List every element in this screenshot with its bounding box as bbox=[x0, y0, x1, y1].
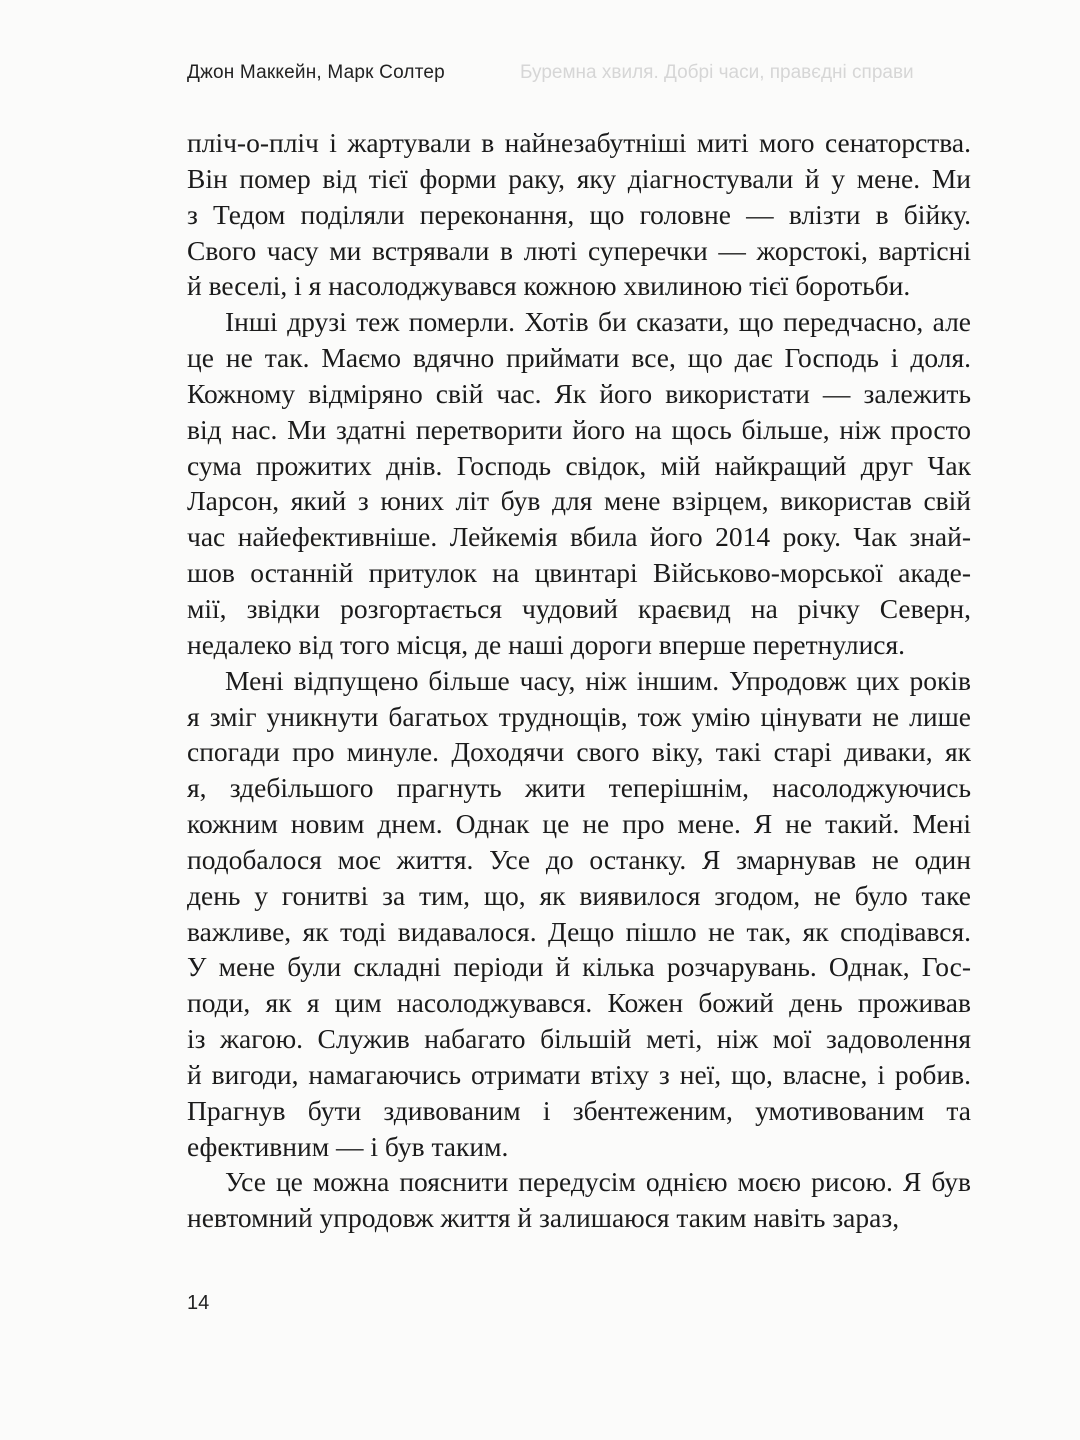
text-line: від нас. Ми здатні перетворити його на щось більше, ніж просто bbox=[187, 413, 971, 445]
text-line: поди, як я цим насолоджувався. Кожен божий день проживав bbox=[187, 987, 971, 1019]
text-line: спогади про минуле. Доходячи свого віку, такі старі диваки, як bbox=[187, 736, 971, 768]
text-line: недалеко від того місця, де наші дороги вперше перетнулися. bbox=[187, 628, 906, 660]
paragraph bbox=[187, 125, 971, 304]
text-line: це не так. Маємо вдячно приймати все, що дає Господь і доля. bbox=[187, 342, 971, 374]
text-line: Прагнув бути здивованим і збентеженим, умотивованим та bbox=[187, 1094, 971, 1126]
text-line: У мене були складні періоди й кілька розчарувань. Однак, Гос- bbox=[187, 951, 971, 983]
text-line: Він помер від тієї форми раку, яку діагностували й у мене. Ми bbox=[187, 162, 971, 194]
text-line: день у гонитві за тим, що, як виявилося згодом, не було таке bbox=[187, 879, 971, 911]
text-line: час найефективніше. Лейкемія вбила його 2014 року. Чак знай- bbox=[187, 521, 971, 553]
text-line: Мені відпущено більше часу, ніж іншим. Упродовж цих років bbox=[225, 664, 971, 696]
running-header-title-showthrough: Буремна хвиля. Добрі часи, правєдні справи bbox=[520, 62, 914, 83]
text-line: Свого часу ми встрявали в люті суперечки — жорстокі, вартісні bbox=[187, 234, 971, 266]
text-line: й вигоди, намагаючись отримати втіху з неї, що, власне, і робив. bbox=[187, 1058, 971, 1090]
text-line: кожним новим днем. Однак це не про мене. Я не такий. Мені bbox=[187, 808, 971, 840]
text-line: мії, звідки розгортається чудовий краєвид на річку Северн, bbox=[187, 592, 971, 624]
text-line: сума прожитих днів. Господь свідок, мій найкращий друг Чак bbox=[187, 449, 971, 481]
text-line: пліч-о-пліч і жартували в найнезабутніші миті мого сенаторства. bbox=[187, 127, 971, 158]
paragraph bbox=[187, 1164, 971, 1236]
page-number: 14 bbox=[187, 1292, 210, 1314]
text-line: й веселі, і я насолоджувався кожною хвилиною тієї боротьби. bbox=[187, 270, 911, 302]
text-line: з Тедом поділяли переконання, що головне — влізти в бійку. bbox=[187, 198, 971, 230]
body-text bbox=[187, 125, 971, 1236]
text-line: шов останній притулок на цвинтарі Військово-морської акаде- bbox=[187, 557, 971, 589]
text-line: невтомний упродовж життя й залишаюся таким навіть зараз, bbox=[187, 1202, 900, 1234]
text-line: ефективним — і був таким. bbox=[187, 1130, 509, 1162]
paragraph bbox=[187, 663, 971, 1165]
text-line: Ларсон, який з юних літ був для мене взірцем, використав свій bbox=[187, 485, 971, 517]
paragraph bbox=[187, 304, 971, 662]
text-line: я, здебільшого прагнуть жити теперішнім, насолоджуючись bbox=[187, 772, 971, 804]
text-line: Інші друзі теж померли. Хотів би сказати, що передчасно, але bbox=[225, 306, 971, 338]
running-header-author: Джон Маккейн, Марк Солтер bbox=[187, 62, 445, 83]
text-line: із жагою. Служив набагато більшій меті, ніж мої задоволення bbox=[187, 1023, 971, 1055]
text-line: я зміг уникнути багатьох труднощів, тож умію цінувати не лише bbox=[187, 700, 971, 732]
text-line: важливе, як тоді видавалося. Дещо пішло не так, як сподівався. bbox=[187, 915, 971, 947]
text-line: Усе це можна пояснити передусім однією моєю рисою. Я був bbox=[225, 1166, 971, 1198]
text-line: подобалося моє життя. Усе до останку. Я змарнував не один bbox=[187, 843, 971, 875]
text-line: Кожному відміряно свій час. Як його використати — залежить bbox=[187, 377, 971, 409]
